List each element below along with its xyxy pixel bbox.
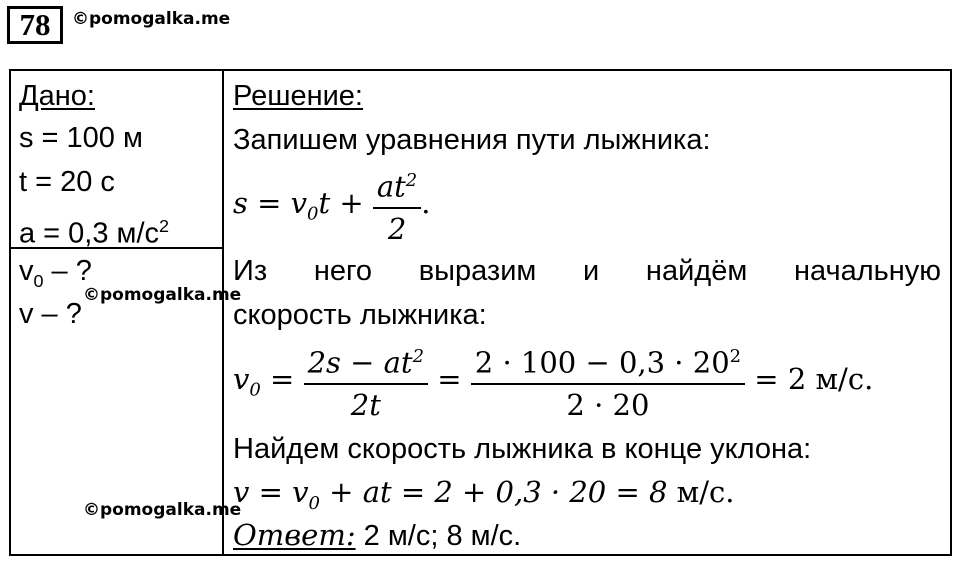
solution-line-3: скорость лыжника: bbox=[233, 299, 487, 331]
find-initial-velocity: $v_0$ – ? bbox=[19, 255, 92, 291]
column-divider bbox=[222, 71, 224, 554]
equation-final-velocity: $v = v_0$ + at = 2 + 0,3 · 20 = 8 м/с. bbox=[233, 475, 735, 514]
equation-numeric-fraction: $\frac{2 \cdot 100 - 0,3 \cdot 20^2}{2 \cdot 20}$ bbox=[471, 339, 745, 423]
find-final-velocity: v – ? bbox=[19, 298, 82, 330]
answer-text: 2 м/с; 8 м/с. bbox=[355, 520, 522, 552]
watermark-bottom: ©pomogalka.me bbox=[83, 500, 242, 520]
equation-path: $s = v_0t$ + $\frac{at^2}{2}$ . bbox=[233, 163, 430, 247]
given-distance: s = 100 м bbox=[19, 122, 143, 154]
given-title: Дано: bbox=[19, 80, 95, 112]
watermark-top: ©pomogalka.me bbox=[72, 9, 231, 29]
solution-line-2: Из него выразим и найдём начальную bbox=[233, 255, 941, 287]
solution-title: Решение: bbox=[233, 80, 363, 112]
problem-number: 78 bbox=[7, 6, 63, 44]
equation-path-fraction: $\frac{at^2}{2}$ bbox=[373, 163, 421, 247]
given-time: t = 20 с bbox=[19, 166, 115, 198]
given-acceleration: a = 0,3 $м/с^2$ bbox=[19, 216, 170, 250]
answer-line bbox=[233, 518, 521, 553]
solution-line-1: Запишем уравнения пути лыжника: bbox=[233, 124, 711, 156]
watermark-middle: ©pomogalka.me bbox=[83, 285, 242, 305]
answer-label: Ответ: bbox=[233, 518, 356, 552]
solution-line-4: Найдем скорость лыжника в конце уклона: bbox=[233, 433, 812, 465]
equation-symbolic-fraction: $\frac{2s - at^2}{2t}$ bbox=[304, 339, 428, 423]
solution-table bbox=[9, 69, 952, 556]
equation-initial-velocity: $v_0$ = $\frac{2s - at^2}{2t}$ = $\frac{2 \cdot 100 - 0,3 \cdot 20^2}{2 \cdot 20}$ = 2 м/с. bbox=[233, 339, 873, 423]
